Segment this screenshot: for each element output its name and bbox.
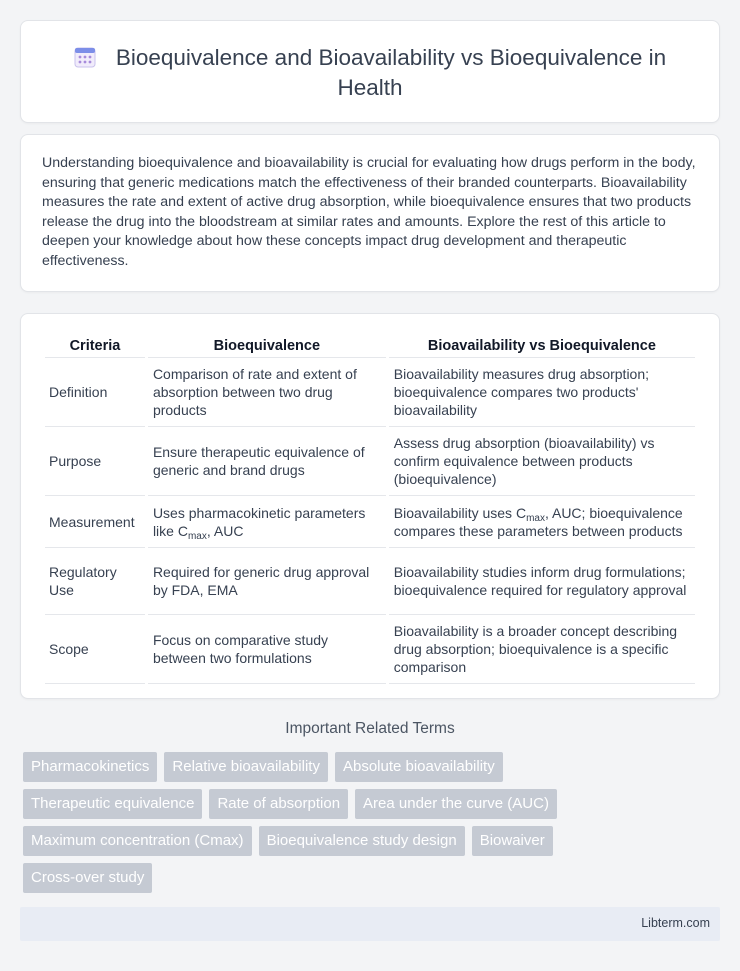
related-term-tag[interactable]: Biowaiver <box>472 826 553 856</box>
cell-subscript: max <box>526 512 545 524</box>
cell-comparison: Bioavailability studies inform drug formulations; bioequivalence required for regulatory approval <box>389 548 695 615</box>
table-row <box>45 427 695 496</box>
related-term-tag[interactable]: Area under the curve (AUC) <box>355 789 557 819</box>
cell-bioequivalence: Comparison of rate and extent of absorption between two drug products <box>148 358 386 427</box>
table-row <box>45 496 695 548</box>
table-row <box>45 358 695 427</box>
cell-bioequivalence: Ensure therapeutic equivalence of generic and brand drugs <box>148 427 386 496</box>
cell-text: , AUC; bioequivalence compares these parameters between products <box>393 504 683 539</box>
footer <box>20 907 720 941</box>
related-term-tag[interactable]: Absolute bioavailability <box>335 752 503 782</box>
title-card <box>20 20 720 123</box>
cell-bioequivalence: Focus on comparative study between two formulations <box>148 615 386 684</box>
cell-comparison: Assess drug absorption (bioavailability) vs confirm equivalence between products (bioequivalence) <box>389 427 695 496</box>
cell-comparison <box>389 496 695 548</box>
table-row <box>45 615 695 684</box>
cell-text: Bioavailability uses C <box>393 504 527 521</box>
comparison-table <box>42 334 698 684</box>
intro-paragraph: Understanding bioequivalence and bioavailability is crucial for evaluating how drugs perform in the body, ensuring that generic medications match the effectiveness of their branded counterparts. Bioavailability measures the rate and extent of active drug absorption, while bioequivalence ensures that two products release the drug into the bloodstream at similar rates and amounts. Explore the rest of this article to deepen your knowledge about how these concepts impact drug development and therapeutic effectiveness. <box>42 155 696 269</box>
cell-criteria: Definition <box>45 358 145 427</box>
comparison-table-card <box>20 313 720 699</box>
cell-comparison: Bioavailability measures drug absorption; bioequivalence compares two products' bioavailability <box>389 358 695 427</box>
cell-bioequivalence <box>148 496 386 548</box>
cell-text: Uses pharmacokinetic parameters like C <box>152 504 366 539</box>
related-term-tag[interactable]: Rate of absorption <box>209 789 348 819</box>
cell-criteria: Scope <box>45 615 145 684</box>
cell-subscript: max <box>187 530 207 542</box>
intro-card <box>20 134 720 292</box>
related-term-tag[interactable]: Maximum concentration (Cmax) <box>23 826 252 856</box>
cell-criteria: Regulatory Use <box>45 548 145 615</box>
related-terms-list <box>23 752 613 900</box>
page-title-row <box>21 43 719 103</box>
cell-comparison: Bioavailability is a broader concept describing drug absorption; bioequivalence is a specific comparison <box>389 615 695 684</box>
related-term-tag[interactable]: Relative bioavailability <box>164 752 328 782</box>
header-comparison: Bioavailability vs Bioequivalence <box>389 334 695 358</box>
related-term-tag[interactable]: Bioequivalence study design <box>259 826 465 856</box>
cell-text: , AUC <box>206 522 244 539</box>
related-term-tag[interactable]: Cross-over study <box>23 863 152 893</box>
header-criteria: Criteria <box>45 334 145 358</box>
cell-bioequivalence: Required for generic drug approval by FDA, EMA <box>148 548 386 615</box>
page-title: Bioequivalence and Bioavailability vs Bioequivalence in Health <box>115 45 667 100</box>
cell-criteria: Purpose <box>45 427 145 496</box>
table-header-row <box>45 334 695 358</box>
calendar-grid-icon <box>74 46 96 68</box>
related-term-tag[interactable]: Therapeutic equivalence <box>23 789 202 819</box>
table-row <box>45 548 695 615</box>
related-terms-title: Important Related Terms <box>285 720 455 737</box>
header-bioequivalence: Bioequivalence <box>148 334 386 358</box>
footer-brand-link[interactable]: Libterm.com <box>641 916 710 930</box>
related-term-tag[interactable]: Pharmacokinetics <box>23 752 157 782</box>
cell-criteria: Measurement <box>45 496 145 548</box>
